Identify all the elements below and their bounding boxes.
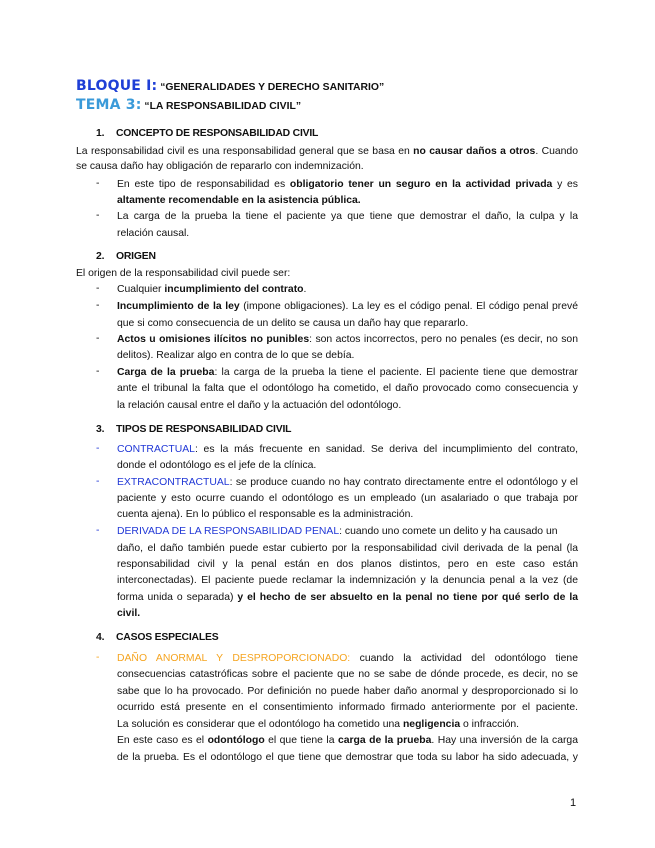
text: . Hay una inversión de la carga xyxy=(431,735,578,746)
section-title: ORIGEN xyxy=(116,251,156,262)
list-item-line xyxy=(117,734,578,747)
text: (impone obligaciones). La ley es el código penal. El código penal prevé xyxy=(239,301,578,312)
text: de la prueba. Es el odontólogo el que tiene que demostrar que toda su labor ha sido adecuada, y xyxy=(117,752,578,763)
section-number: 4. xyxy=(96,632,105,643)
text: La solución es considerar que el odontólogo ha cometido una xyxy=(117,719,403,730)
bold-text: Incumplimiento de la ley xyxy=(117,301,240,312)
list-item-line xyxy=(117,508,413,521)
list-item-line xyxy=(117,382,578,395)
text: ante el tribunal la falta que el odontólogo ha cometido, el daño provocado como consecuencia y xyxy=(117,383,578,394)
list-item-line xyxy=(117,492,578,505)
list-item-line xyxy=(117,751,578,764)
bloque-label: BLOQUE I: xyxy=(76,78,158,94)
bold-text: negligencia xyxy=(402,719,461,730)
text: delitos). Realizar algo en contra de lo que se debía. xyxy=(117,350,355,361)
list-item-line xyxy=(117,349,354,362)
text: o infracción. xyxy=(460,719,520,730)
bold-text: Actos u omisiones ilícitos no punibles xyxy=(117,334,310,345)
text: responsabilidad civil y la penal están en dos planos distintos, pero en este caso están xyxy=(117,559,578,570)
list-bullet: - xyxy=(96,366,100,377)
list-item-line xyxy=(117,399,401,412)
text: Cualquier xyxy=(117,284,165,295)
list-item xyxy=(117,210,578,223)
text: : son actos incorrectos, pero no penales (es decir, no son xyxy=(309,334,578,345)
tema-title: “LA RESPONSABILIDAD CIVIL” xyxy=(144,101,302,112)
bold-text: incumplimiento del contrato xyxy=(164,284,304,295)
text: La responsabilidad civil es una responsabilidad general que se basa en xyxy=(76,146,414,157)
text: . xyxy=(303,284,307,295)
list-item-line xyxy=(117,607,140,620)
section-2-heading xyxy=(96,251,156,262)
text: En este tipo de responsabilidad es xyxy=(117,179,290,190)
text: donde el odontólogo es el jefe de la clínica. xyxy=(117,460,317,471)
section-number: 1. xyxy=(96,128,105,139)
text: La carga de la prueba la tiene el paciente ya que tiene que demostrar el daño, la culpa y la xyxy=(117,211,578,222)
text: el que tiene la xyxy=(264,735,338,746)
list-item-line xyxy=(117,701,578,714)
list-item xyxy=(117,476,578,489)
section-number: 3. xyxy=(96,424,105,435)
list-bullet: - xyxy=(96,476,100,487)
list-item xyxy=(117,333,578,346)
list-item-line xyxy=(117,574,578,587)
bold-text: carga de la prueba xyxy=(337,735,432,746)
list-bullet: - xyxy=(96,300,100,311)
text: : la carga de la prueba la tiene el paciente. El paciente tiene que demostrar xyxy=(214,367,578,378)
bloque-title: “GENERALIDADES Y DERECHO SANITARIO” xyxy=(160,82,385,93)
type-label: CONTRACTUAL xyxy=(117,444,195,455)
bold-text: Carga de la prueba xyxy=(117,367,215,378)
text: El origen de la responsabilidad civil puede ser: xyxy=(76,268,291,279)
bold-text: odontólogo xyxy=(207,735,265,746)
list-item-line xyxy=(117,459,316,472)
list-bullet: - xyxy=(96,178,100,189)
text: sabe que lo ha provocado. Por definición no puede haber daño anormal y desproporcionado si lo xyxy=(117,686,578,697)
list-item xyxy=(117,366,578,379)
list-item-line xyxy=(117,542,578,555)
paragraph xyxy=(76,145,578,158)
text: : se produce cuando no hay contrato directamente entre el odontólogo y el xyxy=(229,477,578,488)
bold-text: civil. xyxy=(117,608,141,619)
section-number: 2. xyxy=(96,251,105,262)
bold-text: obligatorio tener un seguro en la actividad privada xyxy=(289,179,553,190)
type-label: DERIVADA DE LA RESPONSABILIDAD PENAL xyxy=(117,526,340,537)
tema-heading xyxy=(76,99,301,113)
list-item-line xyxy=(117,558,578,571)
text: la relación causal entre el daño y la actuación del odontólogo. xyxy=(117,400,402,411)
list-item xyxy=(117,525,558,538)
text: : es la más frecuente en sanidad. Se deriva del incumplimiento del contrato, xyxy=(194,444,578,455)
bold-text: altamente recomendable en la asistencia pública. xyxy=(117,195,361,206)
list-item xyxy=(117,300,578,313)
list-item xyxy=(117,443,578,456)
text: cuando la actividad del odontólogo tiene xyxy=(350,653,578,664)
type-label: DAÑO ANORMAL Y DESPROPORCIONADO: xyxy=(117,653,351,664)
text: cuenta ajena). En lo público el responsable es la administración. xyxy=(117,509,414,520)
list-bullet: - xyxy=(96,210,100,221)
list-item-line xyxy=(117,591,578,604)
list-item xyxy=(117,178,578,191)
text: : cuando uno comete un delito y ha causado un xyxy=(339,526,558,537)
section-4-heading xyxy=(96,632,218,643)
tema-label: TEMA 3: xyxy=(76,97,142,113)
list-item-line xyxy=(117,317,468,330)
bold-text: no causar daños a otros xyxy=(413,146,536,157)
list-item-line xyxy=(117,668,578,681)
text: relación causal. xyxy=(117,228,190,239)
text: En este caso es el xyxy=(117,735,208,746)
text: daño, el daño también puede estar cubierto por la responsabilidad civil derivada de la penal (la xyxy=(117,543,578,554)
text: y es xyxy=(552,179,578,190)
page-number: 1 xyxy=(570,797,577,809)
section-title: CONCEPTO DE RESPONSABILIDAD CIVIL xyxy=(116,128,319,139)
list-item-line xyxy=(117,685,578,698)
bloque-heading xyxy=(76,80,384,94)
list-bullet: - xyxy=(96,283,100,294)
list-item-line xyxy=(117,718,519,731)
bold-text: y el hecho de ser absuelto en la penal no tiene por qué serlo de la xyxy=(233,592,578,603)
section-title: CASOS ESPECIALES xyxy=(116,632,219,643)
text: interconectadas). El paciente puede reclamar la indemnización y la denuncia penal a la vez (de xyxy=(117,575,578,586)
list-bullet: - xyxy=(96,652,100,663)
text: se causa daño hay obligación de repararlo con indemnización. xyxy=(76,161,364,172)
list-bullet: - xyxy=(96,525,100,536)
list-item xyxy=(117,652,578,665)
section-1-heading xyxy=(96,128,318,139)
type-label: EXTRACONTRACTUAL xyxy=(117,477,230,488)
list-item xyxy=(117,283,306,296)
section-3-heading xyxy=(96,424,291,435)
paragraph xyxy=(76,267,290,280)
text: consecuencias catastróficas sobre el paciente que no se sabe de dónde procede, es decir, no se xyxy=(117,669,578,680)
list-bullet: - xyxy=(96,443,100,454)
text: paciente y esto ocurre cuando el odontólogo es un empleado (un asalariado o que trabaja por xyxy=(117,493,578,504)
section-title: TIPOS DE RESPONSABILIDAD CIVIL xyxy=(116,424,292,435)
text: que si como consecuencia de un delito se causa un daño hay que repararlo. xyxy=(117,318,469,329)
paragraph-line xyxy=(76,160,364,173)
list-item-line xyxy=(117,194,361,207)
list-item-line xyxy=(117,227,189,240)
text: . Cuando xyxy=(535,146,578,157)
list-bullet: - xyxy=(96,333,100,344)
text: forma unida o separada) xyxy=(117,592,234,603)
text: ocurrido está presente en el consentimiento informado firmado anteriormente por el paciente. xyxy=(117,702,578,713)
